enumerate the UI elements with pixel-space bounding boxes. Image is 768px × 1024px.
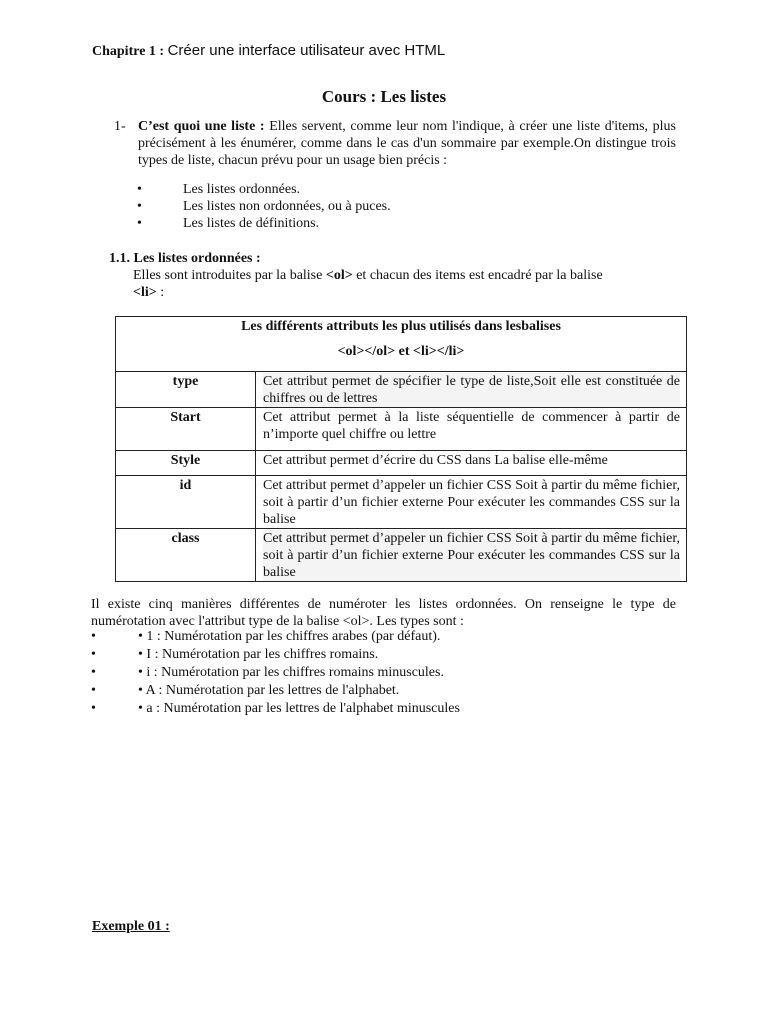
section-1-heading: C’est quoi une liste : (138, 119, 265, 134)
table-header (116, 317, 687, 372)
bullet-icon: • (91, 647, 96, 662)
attribute-description-text: Cet attribut permet d’appeler un fichier CSS Soit à partir du même fichier, soit à partir d’un fichier externe Pour exécuter les commandes CSS sur la balise (263, 531, 680, 580)
table-row (116, 451, 687, 476)
attribute-description (256, 529, 687, 582)
attributes-table (115, 316, 687, 582)
chapter-label: Chapitre 1 : (92, 44, 165, 59)
bullet-icon: • (91, 629, 96, 644)
numbering-type-label: • i : Numérotation par les chiffres romains minuscules. (138, 665, 444, 680)
numbering-paragraph: Il existe cinq manières différentes de numéroter les listes ordonnées. On renseigne le type de numérotation avec l'attribut type de la balise <ol>. Les types sont : (91, 597, 676, 629)
attribute-description: Cet attribut permet d’écrire du CSS dans La balise elle-même (256, 451, 687, 476)
bullet-icon: • (91, 683, 96, 698)
table-row (116, 529, 687, 582)
table-header-line-2: <ol></ol> et <li></li> (337, 344, 465, 359)
example-label: Exemple 01 : (92, 919, 170, 934)
numbering-type-label: • I : Numérotation par les chiffres romains. (138, 647, 379, 662)
attribute-name: id (116, 476, 256, 529)
numbering-type-label: • a : Numérotation par les lettres de l'alphabet minuscules (138, 701, 460, 716)
table-header-line-1: Les différents attributs les plus utilisés dans lesbalises (241, 319, 561, 334)
section-1-1-text-end: : (160, 285, 165, 300)
section-1-number: 1- (114, 119, 126, 134)
table-row (116, 408, 687, 451)
attribute-description: Cet attribut permet d’appeler un fichier CSS Soit à partir du même fichier, soit à partir d’un fichier externe Pour exécuter les commandes CSS sur la balise (256, 476, 687, 529)
course-title: Cours : Les listes (321, 87, 447, 106)
section-1-1-title: 1.1. Les listes ordonnées : (109, 251, 261, 266)
chapter-title: Créer une interface utilisateur avec HTML (167, 42, 446, 59)
chapter-header (92, 42, 445, 61)
section-1-body: Elles servent, comme leur nom l'indique, à créer une liste d'items, plus précisément à les énumérer, comme dans le cas d'un sommaire par exemple.On distingue trois types de liste, chacun prévu pour un usage bien précis : (138, 119, 677, 168)
tag-li: <li> (133, 285, 157, 300)
list-item-label: Les listes ordonnées. (183, 182, 301, 197)
attribute-name: class (116, 529, 256, 582)
section-1-text (138, 118, 676, 169)
numbering-type-label: • 1 : Numérotation par les chiffres arabes (par défaut). (138, 629, 441, 644)
table-header-row (116, 317, 687, 372)
attribute-description-text: Cet attribut permet de spécifier le type de liste,Soit elle est constituée de chiffres ou de lettres (263, 374, 680, 406)
section-1-1-text-middle: et chacun des items est encadré par la balise (356, 268, 603, 283)
attribute-description: Cet attribut permet à la liste séquentielle de commencer à partir de n’importe quel chiffre ou lettre (256, 408, 687, 451)
list-item-label: Les listes de définitions. (183, 216, 320, 231)
attribute-name: Style (116, 451, 256, 476)
bullet-icon: • (137, 216, 142, 231)
numbering-type-label: • A : Numérotation par les lettres de l'alphabet. (138, 683, 400, 698)
section-1-1-body (133, 267, 673, 301)
list-item-label: Les listes non ordonnées, ou à puces. (183, 199, 391, 214)
attribute-name: Start (116, 408, 256, 451)
table-row (116, 372, 687, 408)
attribute-name: type (116, 372, 256, 408)
bullet-icon: • (137, 199, 142, 214)
bullet-icon: • (91, 701, 96, 716)
attribute-description (256, 372, 687, 408)
bullet-icon: • (137, 182, 142, 197)
bullet-icon: • (91, 665, 96, 680)
tag-ol: <ol> (325, 268, 353, 283)
section-1-1-text-before: Elles sont introduites par la balise (133, 268, 323, 283)
table-row (116, 476, 687, 529)
